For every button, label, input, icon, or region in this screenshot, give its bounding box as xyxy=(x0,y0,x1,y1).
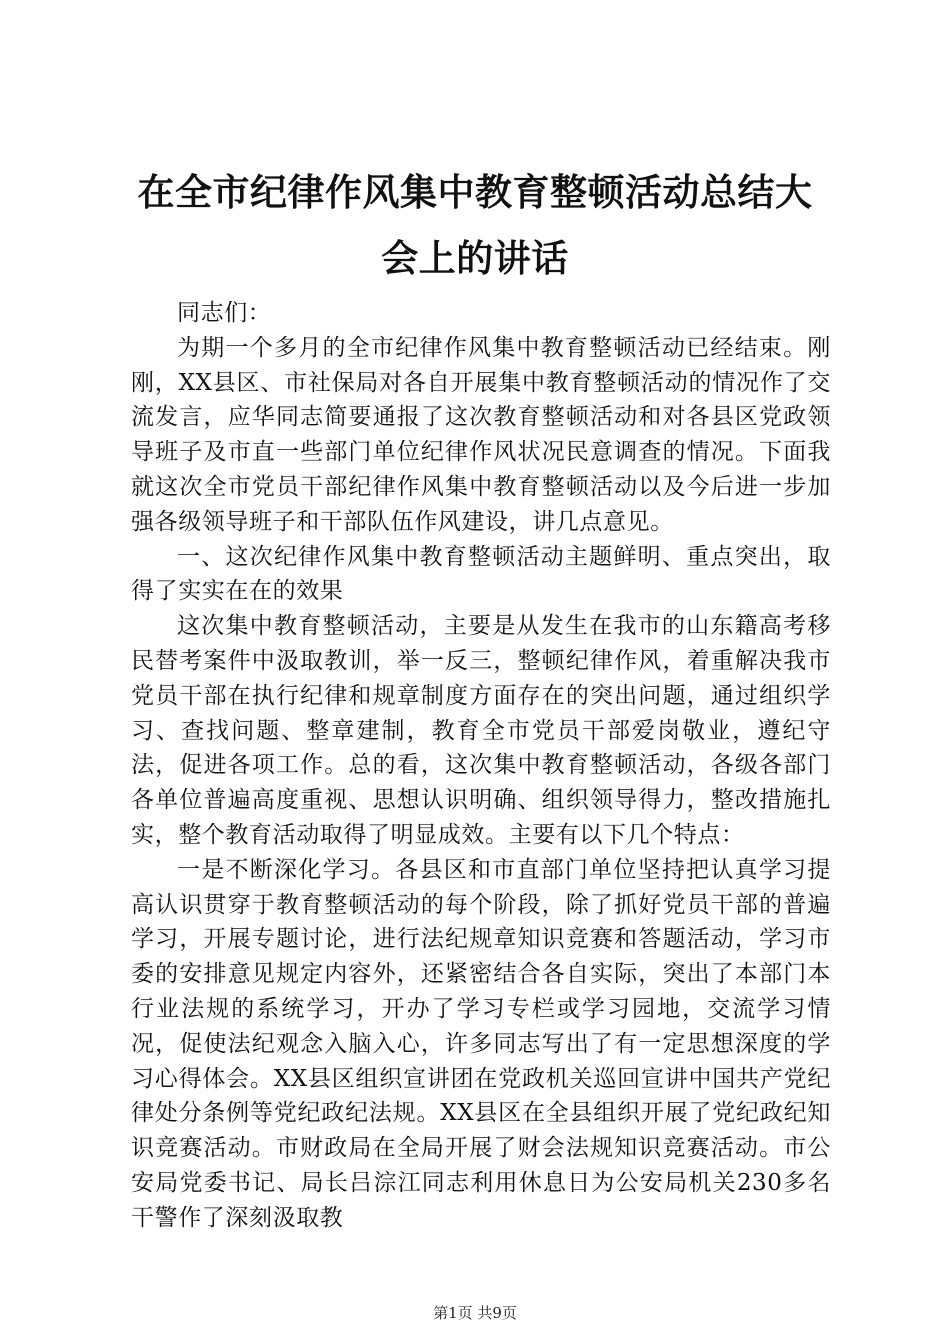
paragraph: 这次集中教育整顿活动，主要是从发生在我市的山东籍高考移民替考案件中汲取教训，举一反三，整顿纪律作风，着重解决我市党员干部在执行纪律和规章制度方面存在的突出问题，通过组织学习、查找问题、整章建制，教育全市党员干部爱岗敬业，遵纪守法，促进各项工作。总的看，这次集中教育整顿活动，各级各部门各单位普遍高度重视、思想认识明确、组织领导得力，整改措施扎实，整个教育活动取得了明显成效。主要有以下几个特点： xyxy=(131,613,831,848)
page-number-footer: 第1页 共9页 xyxy=(433,1304,517,1322)
document-title: 在全市纪律作风集中教育整顿活动总结大会上的讲话 xyxy=(137,171,813,280)
section-heading: 一、这次纪律作风集中教育整顿活动主题鲜明、重点突出，取得了实实在在的效果 xyxy=(131,543,831,605)
document-body xyxy=(131,296,831,1236)
paragraph: 一是不断深化学习。各县区和市直部门单位坚持把认真学习提高认识贯穿于教育整顿活动的每个阶段，除了抓好党员干部的普遍学习，开展专题讨论，进行法纪规章知识竞赛和答题活动，学习市委的安排意见规定内容外，还紧密结合各自实际，突出了本部门本行业法规的系统学习，开办了学习专栏或学习园地，交流学习情况，促使法纪观念入脑入心，许多同志写出了有一定思想深度的学习心得体会。XX县区组织宣讲团在党政机关巡回宣讲中国共产党纪律处分条例等党纪政纪法规。XX县区在全县组织开展了党纪政纪知识竞赛活动。市财政局在全局开展了财会法规知识竞赛活动。市公安局党委书记、局长吕淙江同志利用休息日为公安局机关230多名干警作了深刻汲取教 xyxy=(131,856,831,1231)
salutation: 同志们： xyxy=(177,300,272,326)
paragraph: 为期一个多月的全市纪律作风集中教育整顿活动已经结束。刚刚，XX县区、市社保局对各自开展集中教育整顿活动的情况作了交流发言，应华同志简要通报了这次教育整顿活动和对各县区党政领导班子及市直一些部门单位纪律作风状况民意调查的情况。下面我就这次全市党员干部纪律作风集中教育整顿活动以及今后进一步加强各级领导班子和干部队伍作风建设，讲几点意见。 xyxy=(131,334,831,535)
